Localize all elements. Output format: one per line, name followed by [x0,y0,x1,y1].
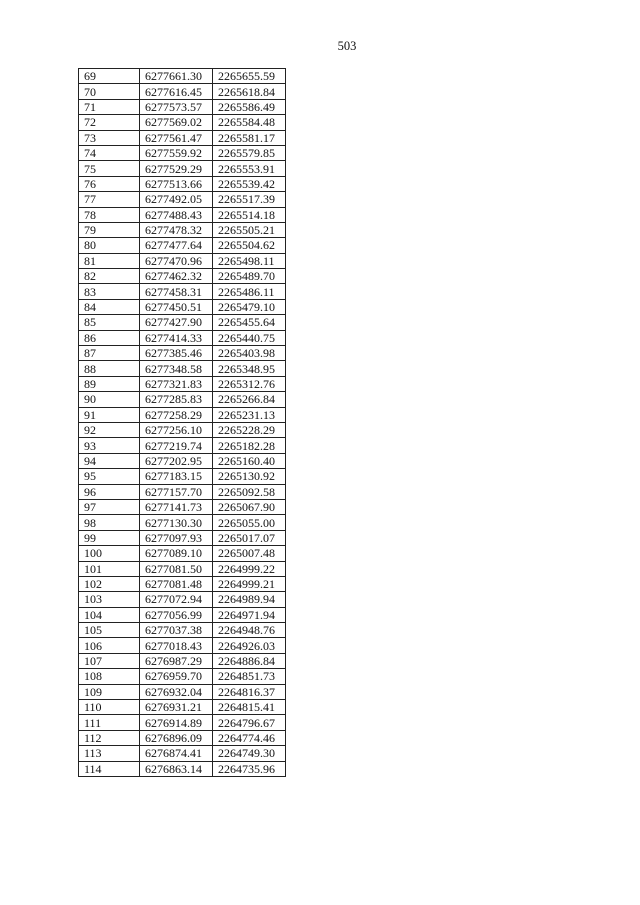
x-coordinate-cell: 6277569.02 [140,115,213,130]
point-number-cell: 105 [79,623,140,638]
x-coordinate-cell: 6276896.09 [140,730,213,745]
x-coordinate-cell: 6276914.89 [140,715,213,730]
table-row [79,115,286,130]
x-coordinate-cell: 6277385.46 [140,346,213,361]
x-coordinate-cell: 6277450.51 [140,299,213,314]
y-coordinate-cell: 2264796.67 [213,715,286,730]
x-coordinate-cell: 6277513.66 [140,176,213,191]
y-coordinate-cell: 2264926.03 [213,638,286,653]
y-coordinate-cell: 2265517.39 [213,192,286,207]
y-coordinate-cell: 2265182.28 [213,438,286,453]
y-coordinate-cell: 2265489.70 [213,269,286,284]
table-row [79,376,286,391]
x-coordinate-cell: 6277130.30 [140,515,213,530]
point-number-cell: 89 [79,376,140,391]
x-coordinate-cell: 6277529.29 [140,161,213,176]
table-row [79,269,286,284]
y-coordinate-cell: 2264886.84 [213,653,286,668]
y-coordinate-cell: 2265498.11 [213,253,286,268]
x-coordinate-cell: 6276874.41 [140,746,213,761]
point-number-cell: 104 [79,607,140,622]
y-coordinate-cell: 2265486.11 [213,284,286,299]
table-row [79,499,286,514]
x-coordinate-cell: 6276932.04 [140,684,213,699]
point-number-cell: 101 [79,561,140,576]
x-coordinate-cell: 6277056.99 [140,607,213,622]
x-coordinate-cell: 6276931.21 [140,700,213,715]
y-coordinate-cell: 2265584.48 [213,115,286,130]
table-row [79,607,286,622]
y-coordinate-cell: 2265618.84 [213,84,286,99]
table-row [79,176,286,191]
point-number-cell: 96 [79,484,140,499]
point-number-cell: 81 [79,253,140,268]
x-coordinate-cell: 6277488.43 [140,207,213,222]
y-coordinate-cell: 2265455.64 [213,315,286,330]
table-row [79,530,286,545]
point-number-cell: 110 [79,700,140,715]
x-coordinate-cell: 6277616.45 [140,84,213,99]
table-row [79,99,286,114]
y-coordinate-cell: 2264999.21 [213,576,286,591]
y-coordinate-cell: 2264851.73 [213,669,286,684]
x-coordinate-cell: 6277081.48 [140,576,213,591]
point-number-cell: 108 [79,669,140,684]
y-coordinate-cell: 2265067.90 [213,499,286,514]
point-number-cell: 83 [79,284,140,299]
y-coordinate-cell: 2265007.48 [213,546,286,561]
point-number-cell: 92 [79,422,140,437]
table-row [79,238,286,253]
y-coordinate-cell: 2265228.29 [213,422,286,437]
table-row [79,407,286,422]
table-row [79,653,286,668]
point-number-cell: 85 [79,315,140,330]
point-number-cell: 107 [79,653,140,668]
y-coordinate-cell: 2265504.62 [213,238,286,253]
point-number-cell: 75 [79,161,140,176]
x-coordinate-cell: 6277492.05 [140,192,213,207]
point-number-cell: 88 [79,361,140,376]
point-number-cell: 97 [79,499,140,514]
table-row [79,222,286,237]
point-number-cell: 99 [79,530,140,545]
point-number-cell: 73 [79,130,140,145]
point-number-cell: 84 [79,299,140,314]
table-row [79,299,286,314]
x-coordinate-cell: 6277219.74 [140,438,213,453]
point-number-cell: 106 [79,638,140,653]
x-coordinate-cell: 6277081.50 [140,561,213,576]
y-coordinate-cell: 2265553.91 [213,161,286,176]
y-coordinate-cell: 2264948.76 [213,623,286,638]
x-coordinate-cell: 6277477.64 [140,238,213,253]
table-row [79,330,286,345]
table-row [79,130,286,145]
x-coordinate-cell: 6277037.38 [140,623,213,638]
table-row [79,546,286,561]
x-coordinate-cell: 6277427.90 [140,315,213,330]
table-row [79,515,286,530]
y-coordinate-cell: 2265312.76 [213,376,286,391]
table-row [79,453,286,468]
table-row [79,715,286,730]
table-row [79,422,286,437]
y-coordinate-cell: 2264735.96 [213,761,286,776]
y-coordinate-cell: 2264774.46 [213,730,286,745]
table-row [79,638,286,653]
point-number-cell: 76 [79,176,140,191]
table-row [79,684,286,699]
table-row [79,730,286,745]
x-coordinate-cell: 6277470.96 [140,253,213,268]
x-coordinate-cell: 6277141.73 [140,499,213,514]
y-coordinate-cell: 2265130.92 [213,469,286,484]
x-coordinate-cell: 6277202.95 [140,453,213,468]
x-coordinate-cell: 6276959.70 [140,669,213,684]
y-coordinate-cell: 2265231.13 [213,407,286,422]
table-row [79,484,286,499]
x-coordinate-cell: 6277285.83 [140,392,213,407]
x-coordinate-cell: 6277072.94 [140,592,213,607]
y-coordinate-cell: 2265655.59 [213,69,286,84]
table-row [79,700,286,715]
x-coordinate-cell: 6277462.32 [140,269,213,284]
table-row [79,192,286,207]
y-coordinate-cell: 2265348.95 [213,361,286,376]
point-number-cell: 100 [79,546,140,561]
table-row [79,69,286,84]
table-row [79,746,286,761]
point-number-cell: 114 [79,761,140,776]
table-row [79,315,286,330]
x-coordinate-cell: 6277183.15 [140,469,213,484]
point-number-cell: 95 [79,469,140,484]
coordinates-table [78,68,286,777]
y-coordinate-cell: 2265505.21 [213,222,286,237]
x-coordinate-cell: 6277018.43 [140,638,213,653]
y-coordinate-cell: 2265160.40 [213,453,286,468]
table-row [79,761,286,776]
point-number-cell: 74 [79,145,140,160]
table-row [79,361,286,376]
page-number: 503 [337,39,357,53]
table-row [79,84,286,99]
y-coordinate-cell: 2264999.22 [213,561,286,576]
x-coordinate-cell: 6277661.30 [140,69,213,84]
y-coordinate-cell: 2265055.00 [213,515,286,530]
table-row [79,392,286,407]
x-coordinate-cell: 6277573.57 [140,99,213,114]
point-number-cell: 93 [79,438,140,453]
point-number-cell: 69 [79,69,140,84]
x-coordinate-cell: 6277258.29 [140,407,213,422]
point-number-cell: 91 [79,407,140,422]
point-number-cell: 109 [79,684,140,699]
x-coordinate-cell: 6277089.10 [140,546,213,561]
point-number-cell: 87 [79,346,140,361]
point-number-cell: 111 [79,715,140,730]
table-row [79,161,286,176]
y-coordinate-cell: 2264815.41 [213,700,286,715]
y-coordinate-cell: 2265479.10 [213,299,286,314]
y-coordinate-cell: 2265514.18 [213,207,286,222]
table-row [79,346,286,361]
y-coordinate-cell: 2265092.58 [213,484,286,499]
table-row [79,592,286,607]
x-coordinate-cell: 6277414.33 [140,330,213,345]
x-coordinate-cell: 6277097.93 [140,530,213,545]
point-number-cell: 70 [79,84,140,99]
table-row [79,623,286,638]
table-row [79,576,286,591]
coordinates-table-body [79,69,286,777]
y-coordinate-cell: 2264749.30 [213,746,286,761]
point-number-cell: 71 [79,99,140,114]
point-number-cell: 94 [79,453,140,468]
x-coordinate-cell: 6277321.83 [140,376,213,391]
x-coordinate-cell: 6276863.14 [140,761,213,776]
x-coordinate-cell: 6277256.10 [140,422,213,437]
y-coordinate-cell: 2264989.94 [213,592,286,607]
table-row [79,561,286,576]
x-coordinate-cell: 6277561.47 [140,130,213,145]
x-coordinate-cell: 6277559.92 [140,145,213,160]
point-number-cell: 90 [79,392,140,407]
table-row [79,469,286,484]
y-coordinate-cell: 2265586.49 [213,99,286,114]
point-number-cell: 102 [79,576,140,591]
point-number-cell: 112 [79,730,140,745]
x-coordinate-cell: 6277157.70 [140,484,213,499]
y-coordinate-cell: 2265581.17 [213,130,286,145]
x-coordinate-cell: 6277478.32 [140,222,213,237]
point-number-cell: 78 [79,207,140,222]
point-number-cell: 103 [79,592,140,607]
table-row [79,207,286,222]
point-number-cell: 113 [79,746,140,761]
table-row [79,284,286,299]
y-coordinate-cell: 2264816.37 [213,684,286,699]
point-number-cell: 72 [79,115,140,130]
x-coordinate-cell: 6276987.29 [140,653,213,668]
y-coordinate-cell: 2265017.07 [213,530,286,545]
y-coordinate-cell: 2265266.84 [213,392,286,407]
point-number-cell: 86 [79,330,140,345]
point-number-cell: 79 [79,222,140,237]
point-number-cell: 77 [79,192,140,207]
y-coordinate-cell: 2265539.42 [213,176,286,191]
x-coordinate-cell: 6277458.31 [140,284,213,299]
y-coordinate-cell: 2265440.75 [213,330,286,345]
point-number-cell: 82 [79,269,140,284]
table-row [79,438,286,453]
y-coordinate-cell: 2265579.85 [213,145,286,160]
point-number-cell: 80 [79,238,140,253]
x-coordinate-cell: 6277348.58 [140,361,213,376]
table-row [79,145,286,160]
y-coordinate-cell: 2265403.98 [213,346,286,361]
y-coordinate-cell: 2264971.94 [213,607,286,622]
point-number-cell: 98 [79,515,140,530]
table-row [79,669,286,684]
table-row [79,253,286,268]
